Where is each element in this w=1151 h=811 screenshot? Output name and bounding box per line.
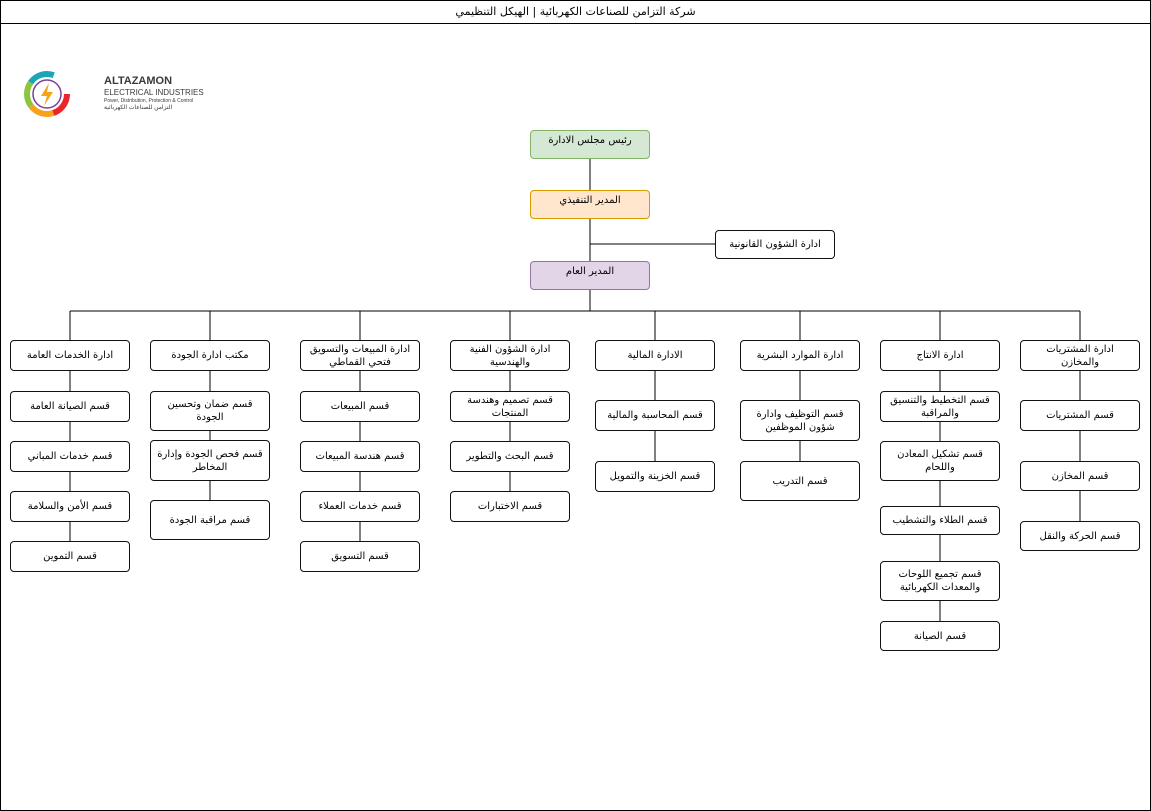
- department-box: ادارة الانتاج: [880, 340, 1000, 371]
- section-box: قسم مراقبة الجودة: [150, 500, 270, 540]
- section-box: قسم المشتريات: [1020, 400, 1140, 431]
- section-box: قسم المبيعات: [300, 391, 420, 422]
- section-box: قسم تجميع اللوحات والمعدات الكهربائية: [880, 561, 1000, 601]
- logo-line3: Power, Distribution, Protection & Control: [104, 98, 194, 104]
- department-box: ادارة المشتريات والمخازن: [1020, 340, 1140, 371]
- section-box: قسم التدريب: [740, 461, 860, 501]
- department-box: ادارة الخدمات العامة: [10, 340, 130, 371]
- logo-line2: ELECTRICAL INDUSTRIES: [104, 88, 204, 97]
- section-box: قسم التموين: [10, 541, 130, 572]
- department-box: ادارة الموارد البشرية: [740, 340, 860, 371]
- section-box: قسم التوظيف وادارة شؤون الموظفين: [740, 400, 860, 441]
- section-box: قسم الصيانة: [880, 621, 1000, 651]
- section-box: قسم الحركة والنقل: [1020, 521, 1140, 551]
- section-box: قسم هندسة المبيعات: [300, 441, 420, 472]
- document-title: شركة التزامن للصناعات الكهربائية | الهيكل التنظيمي: [0, 0, 1151, 24]
- section-box: قسم الأمن والسلامة: [10, 491, 130, 522]
- section-box: قسم الطلاء والتشطيب: [880, 506, 1000, 535]
- board-chairman-box: رئيس مجلس الادارة: [530, 130, 650, 159]
- department-box: ادارة الشؤون الفنية والهندسية: [450, 340, 570, 371]
- section-box: قسم البحث والتطوير: [450, 441, 570, 472]
- section-box: قسم التخطيط والتنسيق والمراقبة: [880, 391, 1000, 422]
- section-box: قسم تشكيل المعادن واللحام: [880, 441, 1000, 481]
- section-box: قسم الخزينة والتمويل: [595, 461, 715, 492]
- logo-name: ALTAZAMON: [104, 75, 173, 87]
- section-box: قسم المحاسبة والمالية: [595, 400, 715, 431]
- legal-affairs-box: ادارة الشؤون القانونية: [715, 230, 835, 259]
- section-box: قسم التسويق: [300, 541, 420, 572]
- section-box: قسم تصميم وهندسة المنتجات: [450, 391, 570, 422]
- section-box: قسم خدمات العملاء: [300, 491, 420, 522]
- section-box: قسم الاختبارات: [450, 491, 570, 522]
- section-box: قسم خدمات المباني: [10, 441, 130, 472]
- section-box: قسم ضمان وتحسين الجودة: [150, 391, 270, 431]
- logo-line4: التزامن للصناعات الكهربائية: [104, 105, 173, 111]
- section-box: قسم فحص الجودة وإدارة المخاطر: [150, 440, 270, 481]
- section-box: قسم الصيانة العامة: [10, 391, 130, 422]
- general-manager-box: المدير العام: [530, 261, 650, 290]
- department-box: الادارة المالية: [595, 340, 715, 371]
- section-box: قسم المخازن: [1020, 461, 1140, 491]
- executive-director-box: المدير التنفيذي: [530, 190, 650, 219]
- department-box: مكتب ادارة الجودة: [150, 340, 270, 371]
- department-box: ادارة المبيعات والتسويق فتحي القماطي: [300, 340, 420, 371]
